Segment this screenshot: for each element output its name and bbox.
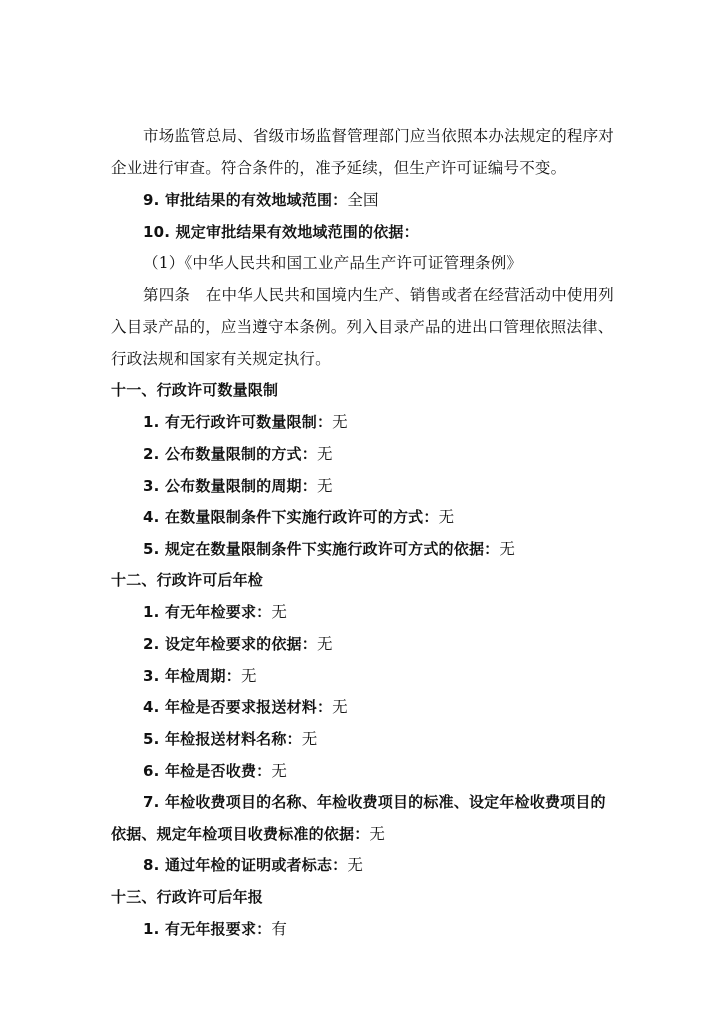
item-value: 有 (271, 920, 288, 938)
item-value: 无 (316, 477, 333, 495)
item-value: 无 (438, 508, 455, 526)
list-item (143, 410, 683, 434)
list-item-line: 7. 年检收费项目的名称、年检收费项目的标准、设定年检收费项目的 (143, 793, 606, 811)
list-item (143, 853, 683, 877)
item-value: 无 (301, 730, 318, 748)
item-label: 4. 年检是否要求报送材料： (143, 698, 333, 716)
list-item (111, 822, 651, 846)
item-value: 全国 (347, 191, 379, 209)
list-item (143, 600, 683, 624)
list-item (143, 917, 683, 941)
article-line: 入目录产品的，应当遵守本条例。列入目录产品的进出口管理依照法律、 (111, 318, 614, 336)
list-item (143, 759, 683, 783)
section-heading: 十二、行政许可后年检 (111, 571, 264, 589)
list-item (143, 664, 683, 688)
item-value: 无 (347, 856, 364, 874)
item-value: 无 (316, 445, 333, 463)
section-heading: 十三、行政许可后年报 (111, 888, 264, 906)
article-line: 第四条 在中华人民共和国境内生产、销售或者在经营活动中使用列 (143, 286, 615, 304)
item-value: 无 (240, 667, 257, 685)
item-value: 无 (271, 762, 288, 780)
item-value: 无 (316, 635, 333, 653)
item-label: 8. 通过年检的证明或者标志： (143, 856, 348, 874)
item-label: 2. 设定年检要求的依据： (143, 635, 317, 653)
section-heading: 十一、行政许可数量限制 (111, 381, 279, 399)
list-item (143, 695, 683, 719)
item-label: 9. 审批结果的有效地域范围： (143, 191, 348, 209)
item-value: 无 (271, 603, 288, 621)
item-label: 6. 年检是否收费： (143, 762, 272, 780)
item-label: 4. 在数量限制条件下实施行政许可的方式： (143, 508, 439, 526)
item-value: 无 (332, 413, 348, 431)
item-9 (143, 188, 683, 212)
paragraph-line: 市场监管总局、省级市场监督管理部门应当依照本办法规定的程序对 (143, 127, 615, 145)
list-item (143, 474, 683, 498)
item-label: 1. 有无年检要求： (143, 603, 272, 621)
item-label: 2. 公布数量限制的方式： (143, 445, 317, 463)
article-line: 行政法规和国家有关规定执行。 (111, 350, 331, 368)
list-item (143, 537, 683, 561)
item-label: 3. 公布数量限制的周期： (143, 477, 317, 495)
list-item (143, 727, 683, 751)
item-label: 5. 规定在数量限制条件下实施行政许可方式的依据： (143, 540, 500, 558)
item-value: 无 (369, 825, 386, 843)
item-10: 10. 规定审批结果有效地域范围的依据： (143, 223, 419, 241)
list-item (143, 442, 683, 466)
item-label: 1. 有无年报要求： (143, 920, 272, 938)
paragraph-line: 企业进行审查。符合条件的，准予延续，但生产许可证编号不变。 (111, 159, 567, 177)
item-value: 无 (499, 540, 516, 558)
list-item (143, 505, 683, 529)
item-label: 5. 年检报送材料名称： (143, 730, 302, 748)
list-item (143, 632, 683, 656)
basis-citation: （1）《中华人民共和国工业产品生产许可证管理条例》 (143, 254, 523, 272)
item-value: 无 (332, 698, 348, 716)
item-label: 依据、规定年检项目收费标准的依据： (111, 825, 370, 843)
item-label: 3. 年检周期： (143, 667, 241, 685)
item-label: 1. 有无行政许可数量限制： (143, 413, 333, 431)
